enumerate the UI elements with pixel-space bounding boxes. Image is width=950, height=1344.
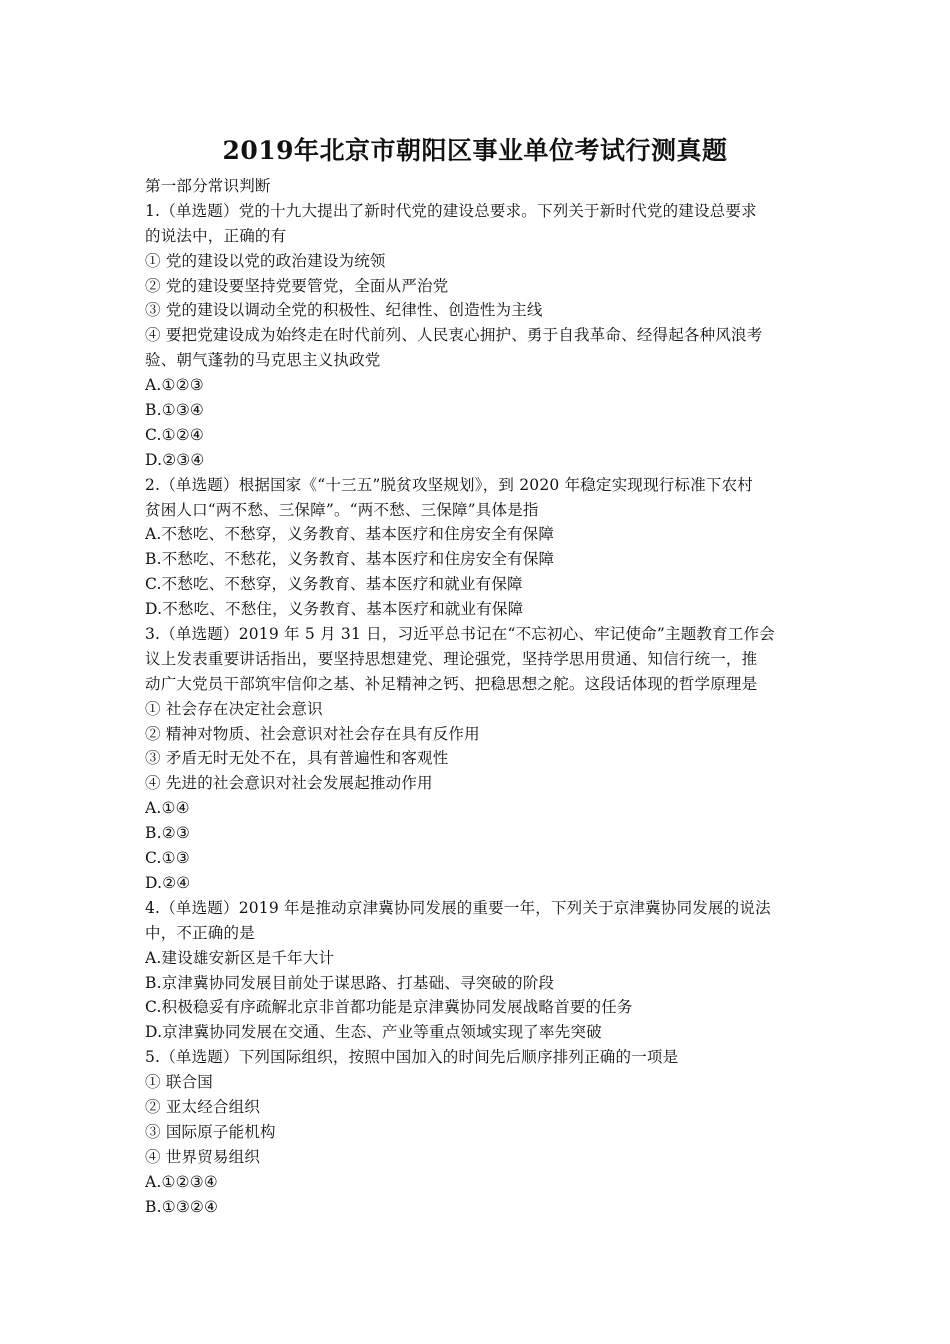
statement-line: ④ 要把党建设成为始终走在时代前列、人民衷心拥护、勇于自我革命、经得起各种风浪考 (145, 326, 763, 345)
document-title: 2019年北京市朝阳区事业单位考试行测真题 (222, 136, 728, 165)
answer-option: B.京津冀协同发展目前处于谋思路、打基础、寻突破的阶段 (145, 973, 555, 992)
statement-line: ④ 先进的社会意识对社会发展起推动作用 (145, 774, 433, 793)
statement-line: ① 社会存在决定社会意识 (145, 699, 323, 718)
question-stem-line: 5.（单选题）下列国际组织，按照中国加入的时间先后顺序排列正确的一项是 (145, 1048, 679, 1067)
statement-line: ③ 党的建设以调动全党的积极性、纪律性、创造性为主线 (145, 301, 543, 320)
answer-option: D.②④ (145, 873, 191, 892)
answer-option: B.②③ (145, 824, 190, 843)
document-body (145, 174, 815, 1219)
statement-line: ③ 国际原子能机构 (145, 1122, 276, 1141)
question-3 (145, 622, 815, 896)
statement-line: ② 精神对物质、社会意识对社会存在具有反作用 (145, 724, 480, 743)
answer-option: C.不愁吃、不愁穿，义务教育、基本医疗和就业有保障 (145, 575, 523, 594)
question-stem-line: 1.（单选题）党的十九大提出了新时代党的建设总要求。下列关于新时代党的建设总要求 (145, 201, 757, 220)
answer-option: B.①③②④ (145, 1197, 219, 1216)
question-list (145, 199, 815, 1220)
question-stem-line: 的说法中，正确的有 (145, 226, 287, 245)
answer-option: D.京津冀协同发展在交通、生态、产业等重点领域实现了率先突破 (145, 1023, 602, 1042)
question-2 (145, 473, 815, 622)
question-5 (145, 1045, 815, 1219)
statement-line: ④ 世界贸易组织 (145, 1147, 261, 1166)
answer-option: D.不愁吃、不愁住，义务教育、基本医疗和就业有保障 (145, 600, 524, 619)
answer-option: B.不愁吃、不愁花，义务教育、基本医疗和住房安全有保障 (145, 550, 555, 569)
question-stem-line: 贫困人口“两不愁、三保障”。“两不愁、三保障”具体是指 (145, 500, 539, 519)
statement-line: ② 亚太经合组织 (145, 1097, 261, 1116)
statement-line: ③ 矛盾无时无处不在，具有普遍性和客观性 (145, 749, 449, 768)
answer-option: A.①④ (145, 799, 190, 818)
question-stem-line: 动广大党员干部筑牢信仰之基、补足精神之钙、把稳思想之舵。这段话体现的哲学原理是 (145, 674, 758, 693)
answer-option: A.①②③ (145, 376, 204, 395)
answer-option: B.①③④ (145, 401, 205, 420)
question-stem-line: 议上发表重要讲话指出，要坚持思想建党、理论强党，坚持学思用贯通、知信行统一，推 (145, 649, 758, 668)
question-stem-line: 中，不正确的是 (145, 923, 255, 942)
answer-option: A.建设雄安新区是千年大计 (145, 948, 335, 967)
statement-line: 验、朝气蓬勃的马克思主义执政党 (145, 351, 381, 370)
statement-line: ① 联合国 (145, 1073, 213, 1092)
question-stem-line: 2.（单选题）根据国家《“十三五”脱贫攻坚规划》，到 2020 年稳定实现现行标准下农村 (145, 475, 753, 494)
answer-option: A.不愁吃、不愁穿，义务教育、基本医疗和住房安全有保障 (145, 525, 555, 544)
question-stem-line: 4.（单选题）2019 年是推动京津冀协同发展的重要一年，下列关于京津冀协同发展的说法 (145, 898, 771, 917)
answer-option: D.②③④ (145, 450, 205, 469)
section-heading: 第一部分常识判断 (145, 177, 271, 195)
answer-option: C.积极稳妥有序疏解北京非首都功能是京津冀协同发展战略首要的任务 (145, 998, 633, 1017)
answer-option: A.①②③④ (145, 1172, 218, 1191)
question-4 (145, 896, 815, 1045)
question-1 (145, 199, 815, 473)
answer-option: C.①②④ (145, 425, 204, 444)
answer-option: C.①③ (145, 849, 190, 868)
question-stem-line: 3.（单选题）2019 年 5 月 31 日，习近平总书记在“不忘初心、牢记使命”主题教育工作会 (145, 625, 775, 644)
statement-line: ① 党的建设以党的政治建设为统领 (145, 251, 386, 270)
statement-line: ② 党的建设要坚持党要管党，全面从严治党 (145, 276, 449, 295)
